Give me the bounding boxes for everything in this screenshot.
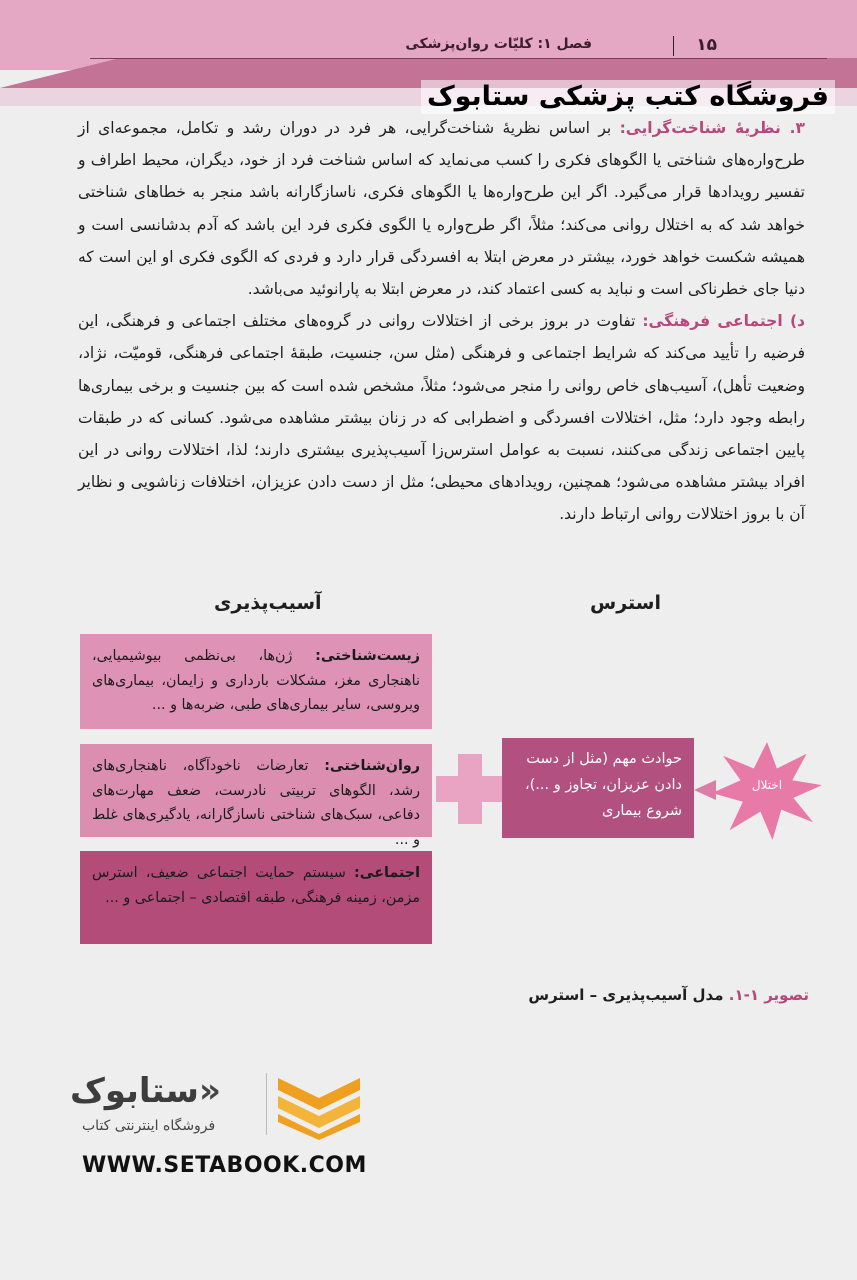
logo-text: ستابوک [70, 1071, 199, 1111]
page-number-separator [673, 36, 674, 56]
box-text: تعارضات ناخودآگاه، ناهنجاری‌های رشد، الگوهای تربیتی نادرست، ضعف مهارت‌های دفاعی، سبک‌های شناختی ناسازگارانه، یادگیری‌های غلط و ... [92, 758, 420, 848]
body-text [78, 112, 805, 531]
chapter-title: فصل ۱: کلیّات روان‌پزشکی [405, 36, 592, 52]
paragraph-text: تفاوت در بروز برخی از اختلالات روانی در گروه‌های مختلف اجتماعی و فرهنگی، این فرضیه را تأیید می‌کند که شرایط اجتماعی و فرهنگی (مثل سن، جنسیت، طبقهٔ اجتماعی فرهنگی، قومیّت، نژاد، وضعیت تأهل)، آسیب‌های خاص روانی را منجر می‌شود؛ مثلاً، مشخص شده است که بین جنسیت و برخی بیماری‌ها رابطه وجود دارد؛ مثل، اختلالات افسردگی و اضطرابی که در زنان بیشتر مشاهده می‌شود. کسانی که در طبقات پایین اجتماعی زندگی می‌کنند، نسبت به عوامل استرس‌زا آسیب‌پذیری بیشتری دارند؛ لذا، اختلالات روانی در این افراد بیشتر مشاهده می‌شود؛ همچنین، رویدادهای محیطی؛ مثل از دست دادن عزیزان، اختلافات زناشویی و نظایر آن با بروز اختلالات روانی ارتباط دارند. [78, 312, 805, 524]
caption-text: مدل آسیب‌پذیری – استرس [528, 986, 724, 1004]
stress-title: استرس [590, 592, 661, 614]
logo-wordmark: «ستابوک [70, 1071, 221, 1111]
arrow-left-icon [694, 780, 716, 800]
disorder-label: اختلال [751, 778, 783, 792]
logo-divider [266, 1073, 267, 1135]
social-box [80, 851, 432, 944]
box-text: ژن‌ها، بی‌نظمی بیوشیمیایی، ناهنجاری مغز، مشکلات بارداری و زایمان، بیماری‌های ویروسی، سایر بیماری‌های طبی، ضربه‌ها و ... [92, 648, 420, 713]
plus-icon-bar [436, 776, 504, 802]
box-label: روان‌شناختی: [324, 758, 420, 774]
box-label: اجتماعی: [354, 865, 420, 881]
figure-caption [528, 986, 809, 1004]
box-label: زیست‌شناختی: [315, 648, 420, 664]
caption-label: تصویر ۱-۱. [728, 986, 809, 1004]
store-watermark: فروشگاه کتب پزشکی ستابوک [421, 80, 835, 114]
paragraph-sociocultural [78, 305, 805, 530]
stress-event-box: حوادث مهم (مثل از دست دادن عزیزان، تجاوز و ...)، شروع بیماری [502, 738, 694, 838]
header-rule [90, 58, 827, 59]
box-text: سیستم حمایت اجتماعی ضعیف، استرس مزمن، زمینه فرهنگی، طبقه اقتصادی – اجتماعی و ... [92, 865, 420, 906]
paragraph-cognitive [78, 112, 805, 305]
vulnerability-title: آسیب‌پذیری [214, 592, 322, 614]
biological-box [80, 634, 432, 729]
psychological-box [80, 744, 432, 848]
paragraph-text: بر اساس نظریهٔ شناخت‌گرایی، هر فرد در دوران رشد و تکامل، مجموعه‌ای از طرح‌واره‌های شناختی یا الگوهای فکری را کسب می‌نماید که اساس شناخت فرد از خود، دیگران، محیط اطراف و تفسیر رویدادها قرار می‌گیرد. اگر این طرح‌واره‌ها یا الگوهای فکری، ناسازگارانه باشد منجر به خطاهای شناختی خواهد شد که به اختلال روانی می‌کند؛ مثلاً، اگر طرح‌واره یا الگوی فکری فرد این باشد که آدم بدشانسی است و همیشه شکست خواهد خورد، بیشتر در معرض ابتلا به افسردگی قرار دارد و فردی که الگوی فکری او این است که دنیا جای خطرناکی است و نباید به کسی اعتماد کند، در معرض ابتلا به پارانوئید می‌باشد. [78, 119, 805, 299]
book-chevron-logo-icon [278, 1070, 360, 1140]
paragraph-heading: ۳. نظریهٔ شناخت‌گرایی: [619, 119, 805, 137]
page-number: ۱۵ [696, 35, 717, 55]
website-url: WWW.SETABOOK.COM [82, 1153, 367, 1178]
logo-tagline: فروشگاه اینترنتی کتاب [82, 1118, 216, 1134]
paragraph-heading: د) اجتماعی فرهنگی: [642, 312, 805, 331]
